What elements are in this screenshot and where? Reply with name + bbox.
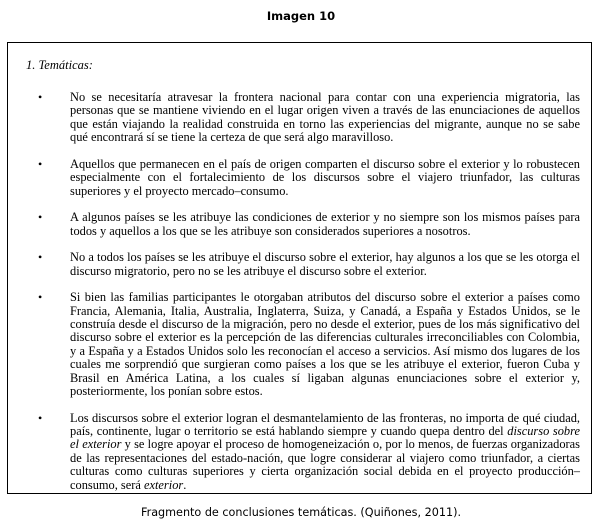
quote-box (7, 42, 592, 494)
italic-term: exterior (143, 477, 184, 492)
bullet-text: No a todos los países se les atribuye el discurso sobre el exterior, hay algunos a los que se les otorga el discurso migratorio, pero no se les atribuye el discurso sobre el exterior. (70, 250, 580, 278)
bullet-list (38, 91, 580, 505)
bullet-text: Aquellos que permanecen en el país de origen comparten el discurso sobre el exterior y lo robustecen especialmente con el fortalecimiento de los discursos sobre el viajero triunfador, las culturas superiores y el proyecto mercado–consumo. (70, 156, 580, 198)
section-heading: 1. Temáticas: (26, 58, 93, 72)
bullet-icon: • (38, 210, 43, 225)
list-item (38, 291, 580, 398)
list-item (38, 251, 580, 278)
bullet-icon: • (38, 156, 43, 171)
bullet-text: A algunos países se les atribuye las condiciones de exterior y no siempre son los mismos países para todos y aquellos a los que se les atribuye son considerados superiores a nosotros. (70, 210, 580, 238)
bullet-text-part: y se logre apoyar el proceso de homogeneización o, por lo menos, de fuerzas organizadoras de las representaciones del estado-nación, que logre considerar al viajero como triunfador, a ciertas culturas como culturas superiores y cierta organización social debida en el proyecto producción–consumo, será (70, 437, 580, 492)
bullet-icon: • (38, 250, 43, 265)
bullet-icon: • (38, 290, 43, 305)
figure-title: Imagen 10 (266, 9, 336, 23)
bullet-text-part: Los discursos sobre el exterior logran el desmantelamiento de las fronteras, no importa de qué ciudad, país, continente, lugar o territorio se está hablando siempre y cuando quepa dentro del (70, 410, 580, 439)
italic-term: discurso sobre el exterior (70, 424, 580, 452)
list-item (38, 211, 580, 238)
bullet-text: Si bien las familias participantes le otorgaban atributos del discurso sobre el exterior a países como Francia, Alemania, Italia, Australia, Inglaterra, Suiza, y Canadá, a España y Estados Unidos, se le construía desde el discurso de la migración, pero no desde el exterior, pues de los más significativo del discurso sobre el exterior es la percepción de las diferencias culturales irreconciliables con Colombia, y a España y a Estados Unidos solo les reconocían el acceso a servicios. Así mismo dos lugares de los cuales me sorprendió que surgieran como países a los que se les atribuye el exterior, fueron Cuba y Brasil en América Latina, a los cuales sí ligaban algunas enunciaciones sobre el exterior y, posteriormente, los ponían sobre estos. (70, 290, 580, 399)
bullet-icon: • (38, 90, 43, 104)
bullet-icon: • (38, 410, 43, 425)
list-item (38, 412, 580, 492)
bullet-text-part: . (183, 477, 187, 492)
bullet-text (70, 411, 580, 492)
list-item (38, 158, 580, 198)
bullet-text: No se necesitaría atravesar la frontera nacional para contar con una experiencia migratoria, las personas que se mantiene viviendo en el lugar origen viven a través de las enunciaciones de aquellos que están viajando la realidad construida en torno las experiencias del migrante, aunque no se sabe qué encontrará sí se tiene la certeza de que será algo maravilloso. (70, 90, 580, 145)
list-item (38, 91, 580, 145)
figure-caption: Fragmento de conclusiones temáticas. (Quiñones, 2011). (140, 506, 462, 519)
